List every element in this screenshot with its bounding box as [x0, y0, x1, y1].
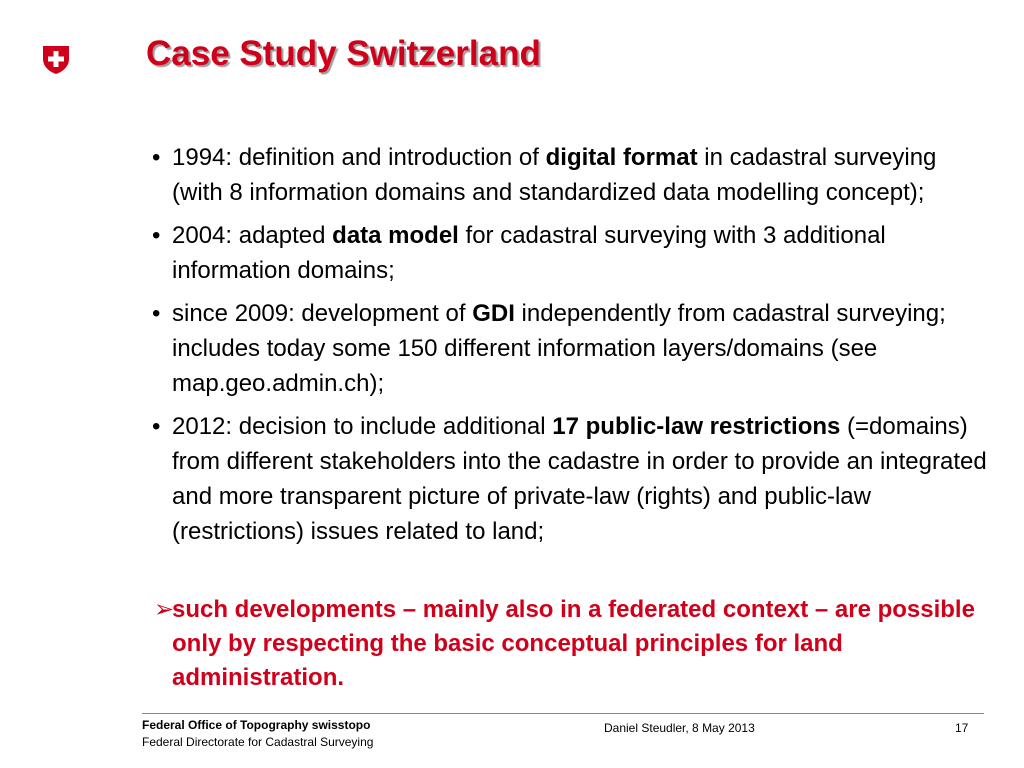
- bullet-dot: •: [152, 144, 161, 171]
- bullet-dot: •: [152, 222, 161, 249]
- page-number: 17: [955, 721, 969, 735]
- bullet-item-1994: [152, 140, 992, 210]
- bullet-item-2004: [152, 218, 992, 288]
- bullet-text: independently from cadastral surveying; includes today some 150 different information layers/domains (see map.geo.admin.ch);: [172, 300, 946, 397]
- bullet-text: (=domains) from different stakeholders into the cadastre in order to provide an integrated and more transparent picture of private-law (rights) and public-law (restrictions) issues related to land;: [172, 413, 987, 545]
- bullet-text: since 2009: development of: [172, 300, 473, 327]
- footer-divider: [142, 713, 984, 714]
- bullet-item-2009: [152, 296, 992, 401]
- arrow-bullet-icon: ➢: [154, 596, 175, 623]
- bullet-item-2012: [152, 409, 992, 549]
- bullet-highlight: digital format: [545, 144, 698, 171]
- bullet-text: in cadastral surveying (with 8 information domains and standardized data modelling concept);: [172, 144, 937, 206]
- footer-directorate: Federal Directorate for Cadastral Surveying: [142, 735, 374, 749]
- bullet-highlight: GDI: [472, 300, 515, 327]
- swiss-cross-shield-icon: [41, 45, 71, 75]
- bullet-highlight: data model: [332, 222, 459, 249]
- bullet-text: 1994: definition and introduction of: [172, 144, 546, 171]
- bullet-text: for cadastral surveying with 3 additional information domains;: [172, 222, 886, 284]
- bullet-dot: •: [152, 413, 161, 440]
- footer-author-date: Daniel Steudler, 8 May 2013: [604, 721, 755, 735]
- slide-title: Case Study Switzerland: [146, 34, 541, 73]
- conclusion-text: such developments – mainly also in a federated context – are possible only by respecting the basic conceptual principles for land administration.: [172, 596, 975, 691]
- conclusion-statement: [152, 593, 992, 695]
- bullet-text: 2012: decision to include additional: [172, 413, 553, 440]
- footer-organization: Federal Office of Topography swisstopo: [142, 718, 371, 732]
- bullet-highlight: 17 public-law restrictions: [552, 413, 841, 440]
- bullet-dot: •: [152, 300, 161, 327]
- bullet-list: [152, 140, 992, 557]
- bullet-text: 2004: adapted: [172, 222, 333, 249]
